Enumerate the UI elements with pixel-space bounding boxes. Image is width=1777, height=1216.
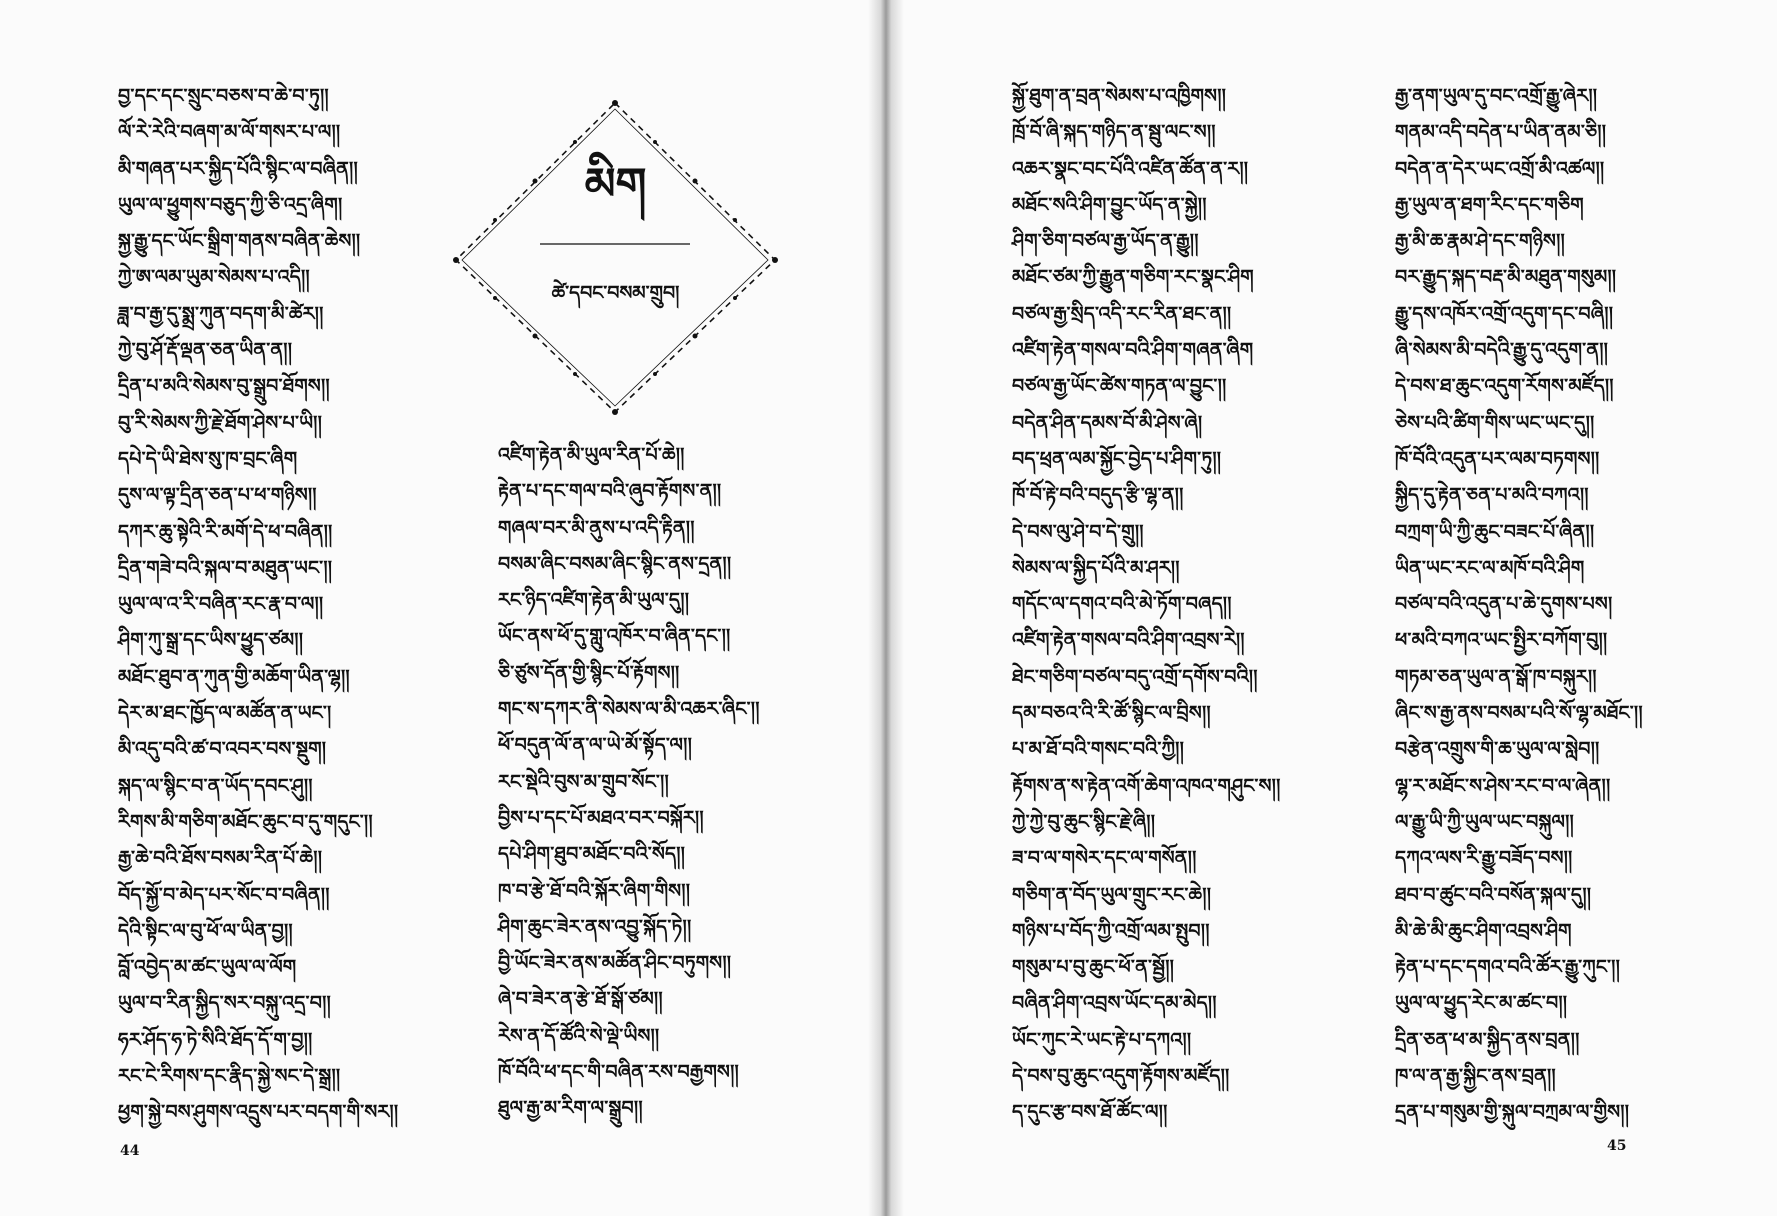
verse-line: དམ་བཅའ་འི་རི་ཚོ་སྙིང་ལ་བྲིས།།	[1012, 702, 1211, 725]
verse-line: རྒྱ་མི་ཆ་རྣམ་ཤེ་དང་གཉིས།།	[1395, 230, 1565, 253]
verse-line: གཅིག་ན་བོད་ཡུལ་གྲུང་རང་ཆེ།།	[1012, 883, 1212, 906]
verse-line: འཛིག་རྟེན་མི་ཡུལ་རིན་པོ་ཆེ།།	[498, 444, 685, 466]
verse-line: ཡིན་ཡང་རང་ལ་མཁོ་བའི་ཤིག	[1395, 556, 1585, 579]
verse-line: ཤིག་ཆུང་ཟེར་ནས་འབྱུ་སྐོད་ཏེ།།	[498, 915, 692, 938]
verse-line: དྲིན་ཅན་ཕ་མ་སྐྱིད་ནས་བྲན།།	[1395, 1028, 1580, 1051]
verse-line: ཕྱག་སྐྱེ་བས་ཤུགས་འདྲུས་པར་བདག་གི་སར།།	[118, 1101, 399, 1124]
verse-line: དེ་བས་ཐ་ཆུང་འདུག་རོགས་མཛོད།།	[1395, 375, 1614, 398]
verse-line: རང་ངེ་རིགས་དང་རྣིད་སྐྱེ་སང་དེ་སྒྲ།།	[118, 1065, 341, 1088]
verse-line: ཕོ་བདུན་ལོ་ན་ལ་ཡེ་མོ་སྟོད་ལ།།	[498, 734, 692, 757]
verse-line: མི་ཆེ་མི་ཆུང་ཤིག་འབྲས་ཤིག	[1395, 919, 1572, 942]
verse-line: ལ་རྒྱུ་ཡི་ཀྱི་ཡུལ་ཡང་བསྐུལ།།	[1395, 810, 1574, 833]
verse-line: མཐོང་ཐུབ་ན་ཀུན་གྱི་མཆོག་ཡིན་ལྷ།།	[118, 665, 350, 688]
verse-line: དུས་ལ་ལྟ་དྲིན་ཅན་པ་ཕ་གཉིས།།	[118, 484, 317, 507]
verse-line: ཁོ་བོའི་འདུན་པར་ལམ་བཏགས།།	[1395, 447, 1600, 470]
verse-line: སྐྱོ་ཐུག་ན་བྲན་སེམས་པ་འཁྱིགས།།	[1012, 85, 1227, 107]
verse-line: ཁ་བ་རྩེ་ཐོ་བའི་སྐོར་ཞིག་གིས།།	[498, 879, 691, 902]
verse-line: མི་གཞན་པར་སྐྱིད་པོའི་སྙིང་ལ་བཞིན།།	[118, 157, 358, 180]
verse-line: སྐྱིད་དུ་རྟེན་ཅན་པ་མའི་བཀའ།།	[1395, 484, 1589, 507]
verse-line: རྒྱ་ཡུལ་ན་ཐག་རིང་དང་གཅིག	[1395, 193, 1584, 216]
verse-line: རང་ཉིད་འཛིག་རྟེན་མི་ཡུལ་དུ།།	[498, 589, 690, 612]
verse-line: རིགས་མི་གཅིག་མཐོང་ཆུང་བ་དུ་གདུང་།།	[118, 810, 373, 833]
verse-line: ལོ་རེ་རེའི་བཞག་མ་ལོ་གསར་པ་ལ།།	[118, 121, 341, 144]
verse-line: དཀར་ཆུ་སྟེའི་རི་མགོ་དེ་ཕ་བཞིན།།	[118, 520, 333, 543]
verse-line: ཟླ་བ་རྒྱ་དུ་སྨྲ་ཀུན་བདག་མི་ཚེར།།	[118, 302, 324, 325]
verse-line: བསམ་ཞིང་བསམ་ཞིང་སྙིང་ནས་དྲན།།	[498, 552, 732, 575]
verse-line: འཆར་སྣང་བང་པོའི་འཛིན་ཚོན་ན་ར།།	[1012, 157, 1249, 180]
verse-line: སྐྱ་རྒྱུ་དང་ཡོང་སྒྲིག་གནས་བཞིན་ཆེས།།	[118, 230, 361, 253]
verse-line: ཞིང་ས་རྒྱ་ནས་བསམ་པའི་སོ་ལྷ་མཐོང་།།	[1395, 702, 1643, 725]
verse-line: ཡུལ་ལ་ཕྱུད་རེང་མ་ཚང་བ།།	[1395, 992, 1568, 1015]
verse-line: བྱི་ཡོང་ཟེར་ནས་མཚོན་ཤིང་བཏུགས།།	[498, 952, 732, 975]
verse-line: བཞིན་ཤིག་འབྲས་ཡོང་དམ་མེད།།	[1012, 992, 1217, 1015]
verse-line: ཡོང་ཀུང་རེ་ཡང་རྟེ་པ་དཀའ།།	[1012, 1028, 1192, 1051]
verse-line: བྱ་དང་དང་སྲུང་བཅས་བ་ཆེ་བ་ཏུ།།	[118, 85, 329, 107]
verse-line: དེ་བས་བུ་ཆུང་འདུག་རྟོགས་མཛོད།།	[1012, 1065, 1230, 1088]
verse-line: བར་རྒྱུད་སྐད་བརྡ་མི་མཐུན་གསུམ།།	[1395, 266, 1617, 289]
right-page-column-2	[1395, 78, 1643, 1131]
verse-line: གཞལ་བར་མི་ནུས་པ་འདི་རྟིན།།	[498, 516, 695, 539]
verse-line: རྒྱུ་དས་འཁོར་འགྲོ་འདུག་དང་བཞི།།	[1395, 302, 1614, 325]
title-ornament-frame	[448, 95, 783, 420]
verse-line: ཀྱེ་བུ་ཤོ་རྡོ་ལྡན་ཅན་ཡིན་ན།།	[118, 339, 293, 362]
verse-line: ཐེང་གཅིག་བཙལ་བདུ་འགྲོ་དགོས་བའི།།	[1012, 665, 1258, 688]
verse-line: ཁྲོ་བོ་ཞི་སྐད་གཉིད་ན་སྦུ་ལང་ས།།	[1012, 121, 1216, 144]
verse-line: ཐུལ་རྒྱ་མ་རིག་ལ་སྒྲུབ།།	[498, 1097, 643, 1120]
verse-line: གང་ས་དཀར་ནི་སེམས་ལ་མི་འཆར་ཞིང་།།	[498, 698, 760, 721]
verse-line: རང་སྡེའི་བུས་མ་གྲུབ་སོང་།།	[498, 770, 669, 793]
verse-line: སེམས་ལ་སྐྱིད་པོའི་མ་ཤར།།	[1012, 556, 1180, 579]
verse-line: དེའི་སྟིང་ལ་བུ་ཕོ་ལ་ཡིན་བྱ།།	[118, 919, 293, 942]
verse-line: ཀྱེ་ཀྱེ་བུ་ཆུང་སྙིང་རྗེ་ཞི།།	[1012, 810, 1156, 833]
verse-line: བུ་རི་སེམས་ཀྱི་རྗེ་ཐོག་ཤེས་པ་ཡི།།	[118, 411, 323, 434]
verse-line: རེས་ན་དོ་ཚོའི་སེ་ལྡེ་ཡིས།།	[498, 1024, 660, 1047]
verse-line: བོད་སྐྱོ་བ་མེད་པར་སོང་བ་བཞིན།།	[118, 883, 330, 906]
verse-line: ཀྱེ་ཨ་ལམ་ཡུམ་སེམས་པ་འདི།།	[118, 266, 310, 289]
verse-line: ཁ་ལ་ན་རྒྱ་སྐྱིང་ནས་བྲན།།	[1395, 1065, 1556, 1088]
verse-line: དྲིན་གཟེ་བའི་སྐལ་བ་མཐུན་ཡང་།།	[118, 556, 333, 579]
verse-line: བཙལ་བའི་འདུན་པ་ཆེ་དུགས་པས།	[1395, 593, 1613, 616]
verse-line: རྟེན་པ་དང་དགའ་བའི་ཚོར་རྒྱུ་ཀུང་།།	[1395, 956, 1621, 979]
section-title: མིག	[584, 159, 647, 210]
verse-line: མཐོང་ཙམ་ཀྱི་རྒྱུན་གཅིག་རང་སྣང་ཤིག	[1012, 266, 1254, 289]
left-page	[0, 0, 885, 1216]
verse-line: ཅེས་པའི་ཚིག་གིས་ཡང་ཡང་དུ།།	[1395, 411, 1595, 434]
verse-line: རྟོགས་ན་ས་རྟེན་འགོ་ཆེག་འཁའ་གཤུང་ས།།	[1012, 774, 1281, 797]
verse-line: ཟ་བ་ལ་གསེར་དང་ལ་གསོན།།	[1012, 847, 1197, 870]
section-author: ཚེ་དབང་བསམ་གྲུབ།	[551, 282, 680, 304]
verse-line: ཤིག་ཅིག་བཙལ་རྒྱ་ཡོད་ན་རྒྱུ།།	[1012, 230, 1199, 253]
right-page-column-1	[1012, 78, 1281, 1131]
verse-line: ཧར་ཤོད་ཧ་ཏེ་སིའི་ཐོད་དོ་ག་བྱ།།	[118, 1028, 313, 1051]
verse-line: བདེན་ན་དེར་ཡང་འགྲོ་མི་འཚལ།།	[1395, 157, 1605, 180]
left-page-column-2	[498, 437, 760, 1127]
verse-line: ཁོ་བོའི་ཕ་དང་གི་བཞིན་རས་བརྒྱགས།།	[498, 1061, 739, 1084]
verse-line: དྲིན་པ་མའི་སེམས་བུ་སྒྲུབ་ཐོགས།།	[118, 375, 330, 398]
verse-line: རྒྱ་ཆེ་བའི་ཐོས་བསམ་རིན་པོ་ཆེ།།	[118, 847, 323, 870]
verse-line: བད་ཕྲན་ལམ་སྐྱོང་བྱེད་པ་ཤིག་ཏུ།།	[1012, 447, 1222, 470]
verse-line: བརྩེན་འགྲུས་གི་ཆ་ཡུལ་ལ་སླེབ།།	[1395, 738, 1600, 761]
verse-line: འཛིག་རྟེན་གསལ་བའི་ཤིག་འབྲས་རེ།།	[1012, 629, 1245, 652]
diamond-border-ornament	[448, 95, 783, 420]
verse-line: དཔེ་ཤིག་ཐུབ་མཐོང་བའི་སོད།།	[498, 843, 686, 866]
verse-line: དཔེ་དེ་ཡི་ཐེས་སུ་ཁ་བྲང་ཞིག	[118, 447, 298, 470]
verse-line: ཡུལ་ལ་ཕྱུགས་བཅུད་ཀྱི་ཅི་འདྲ་ཞིག།	[118, 193, 343, 216]
verse-line: བློ་འབྱེད་མ་ཚང་ཡུལ་ལ་ལོག	[118, 956, 297, 979]
verse-line: ཡུལ་བ་རིན་སྐྱིད་སར་བསྐུ་འདྲ་བ།།	[118, 992, 331, 1015]
verse-line: ཁོ་བོ་རྟེ་བའི་བདུད་རྩི་ལྷ་ན།།	[1012, 484, 1184, 507]
verse-line: ཡུལ་ལ་འ་རི་བཞིན་རང་རྣ་བ་ལ།།	[118, 593, 324, 616]
left-page-column-1	[118, 78, 398, 1131]
verse-line: གཉིས་པ་བོད་ཀྱི་འགྲོ་ལམ་སྤུབ།།	[1012, 919, 1210, 942]
verse-line: ཐབ་བ་ཚུང་བའི་བསོན་སྐལ་དུ།།	[1395, 883, 1592, 906]
book-gutter	[868, 0, 904, 1216]
verse-line: ལྷ་ར་མཐོང་ས་ཤེས་རང་བ་ལ་ཞེན།།	[1395, 774, 1611, 797]
verse-line: གཏམ་ཅན་ཡུལ་ན་སྒོ་ཁ་བསྐུར།།	[1395, 665, 1597, 688]
verse-line: པ་མ་ཐོ་བའི་གསང་བའི་ཀྱི།།	[1012, 738, 1185, 761]
verse-line: ཅི་ཙུས་དོན་གྱི་སྙིང་པོ་རྟོགས།།	[498, 661, 680, 684]
verse-line: ཕ་མའི་བཀའ་ཡང་སྤྱིར་བཀོག་བུ།།	[1395, 629, 1608, 652]
verse-line: དཀའ་ལས་རི་རྒྱུ་བཟོད་བས།།	[1395, 847, 1573, 870]
verse-line: གདོང་ལ་དགའ་བའི་མེ་ཏོག་བཞད།།	[1012, 593, 1232, 616]
verse-line: དེར་མ་ཐང་ཁྱོད་ལ་མཚོན་ན་ཡང་།	[118, 702, 332, 725]
verse-line: འཛིག་རྟེན་གསལ་བའི་ཤིག་གཞན་ཞིག	[1012, 339, 1254, 362]
verse-line: ཤིག་ཀུ་སྒྲ་དང་ཡིས་ཕྱུད་ཙམ།།	[118, 629, 304, 652]
verse-line: བཙལ་རྒྱ་སྲིད་འདི་རང་རིན་ཐང་ན།།	[1012, 302, 1232, 325]
verse-line: མི་འདུ་བའི་ཚ་བ་འབར་བས་སྡུག།	[118, 738, 327, 761]
right-page	[885, 0, 1777, 1216]
page-number-left: 44	[120, 1143, 140, 1159]
verse-line: ཞེ་བ་ཟེར་ན་རྩེ་ཐོ་སྒོ་ཙམ།།	[498, 988, 663, 1011]
verse-line: དེ་བས་ལུ་ཤེ་བ་དེ་གྲུ།།	[1012, 520, 1144, 543]
verse-line: བྱིས་པ་དང་པོ་མཐའ་བར་བསྐོར།།	[498, 806, 704, 829]
verse-line: རྟེན་པ་དང་གལ་བའི་ཞུབ་རྟོགས་ན།།	[498, 480, 722, 503]
verse-line: རྒྱ་ནག་ཡུལ་དུ་བང་འགྲོ་རྒྱུ་ཞེར།།	[1395, 85, 1598, 107]
verse-line: བཀྲག་ཡི་ཀྱི་ཆུང་བཟང་པོ་ཞིན།།	[1395, 520, 1595, 543]
verse-line: གནམ་འདི་བདེན་པ་ཡིན་ནམ་ཅི།།	[1395, 121, 1607, 144]
verse-line: གསུམ་པ་བུ་ཆུང་ཕོ་ན་སྦྱོ།།	[1012, 956, 1175, 979]
verse-line: སྐད་ལ་སྙིང་བ་ན་ཡོད་དབང་ཤུ།།	[118, 774, 313, 797]
verse-line: ད་དུང་རྩ་བས་ཐོ་ཚོང་ལ།།	[1012, 1101, 1168, 1124]
verse-line: མཐོང་སའི་ཤིག་བྱུང་ཡོད་ན་སྐྱེ།།	[1012, 193, 1207, 216]
verse-line: བདེན་ཤིན་དམས་བོ་མི་ཤེས་ཞེ།	[1012, 411, 1203, 434]
verse-line: དྲན་པ་གསུམ་གྱི་སྐུལ་བཀྲམ་ལ་གྱིས།།	[1395, 1101, 1630, 1124]
verse-line: ཡོང་ནས་ཕོ་དུ་གླུ་འཁོར་བ་ཞིན་དང་།།	[498, 625, 731, 648]
verse-line: བཙལ་རྒྱ་ཡོང་ཚེས་གཏན་ལ་བྱུང་།།	[1012, 375, 1227, 398]
page-number-right: 45	[1607, 1138, 1627, 1154]
verse-line: ཞི་སེམས་མི་བདེའི་རྒྱུ་དུ་འདུག་ན།།	[1395, 339, 1609, 362]
